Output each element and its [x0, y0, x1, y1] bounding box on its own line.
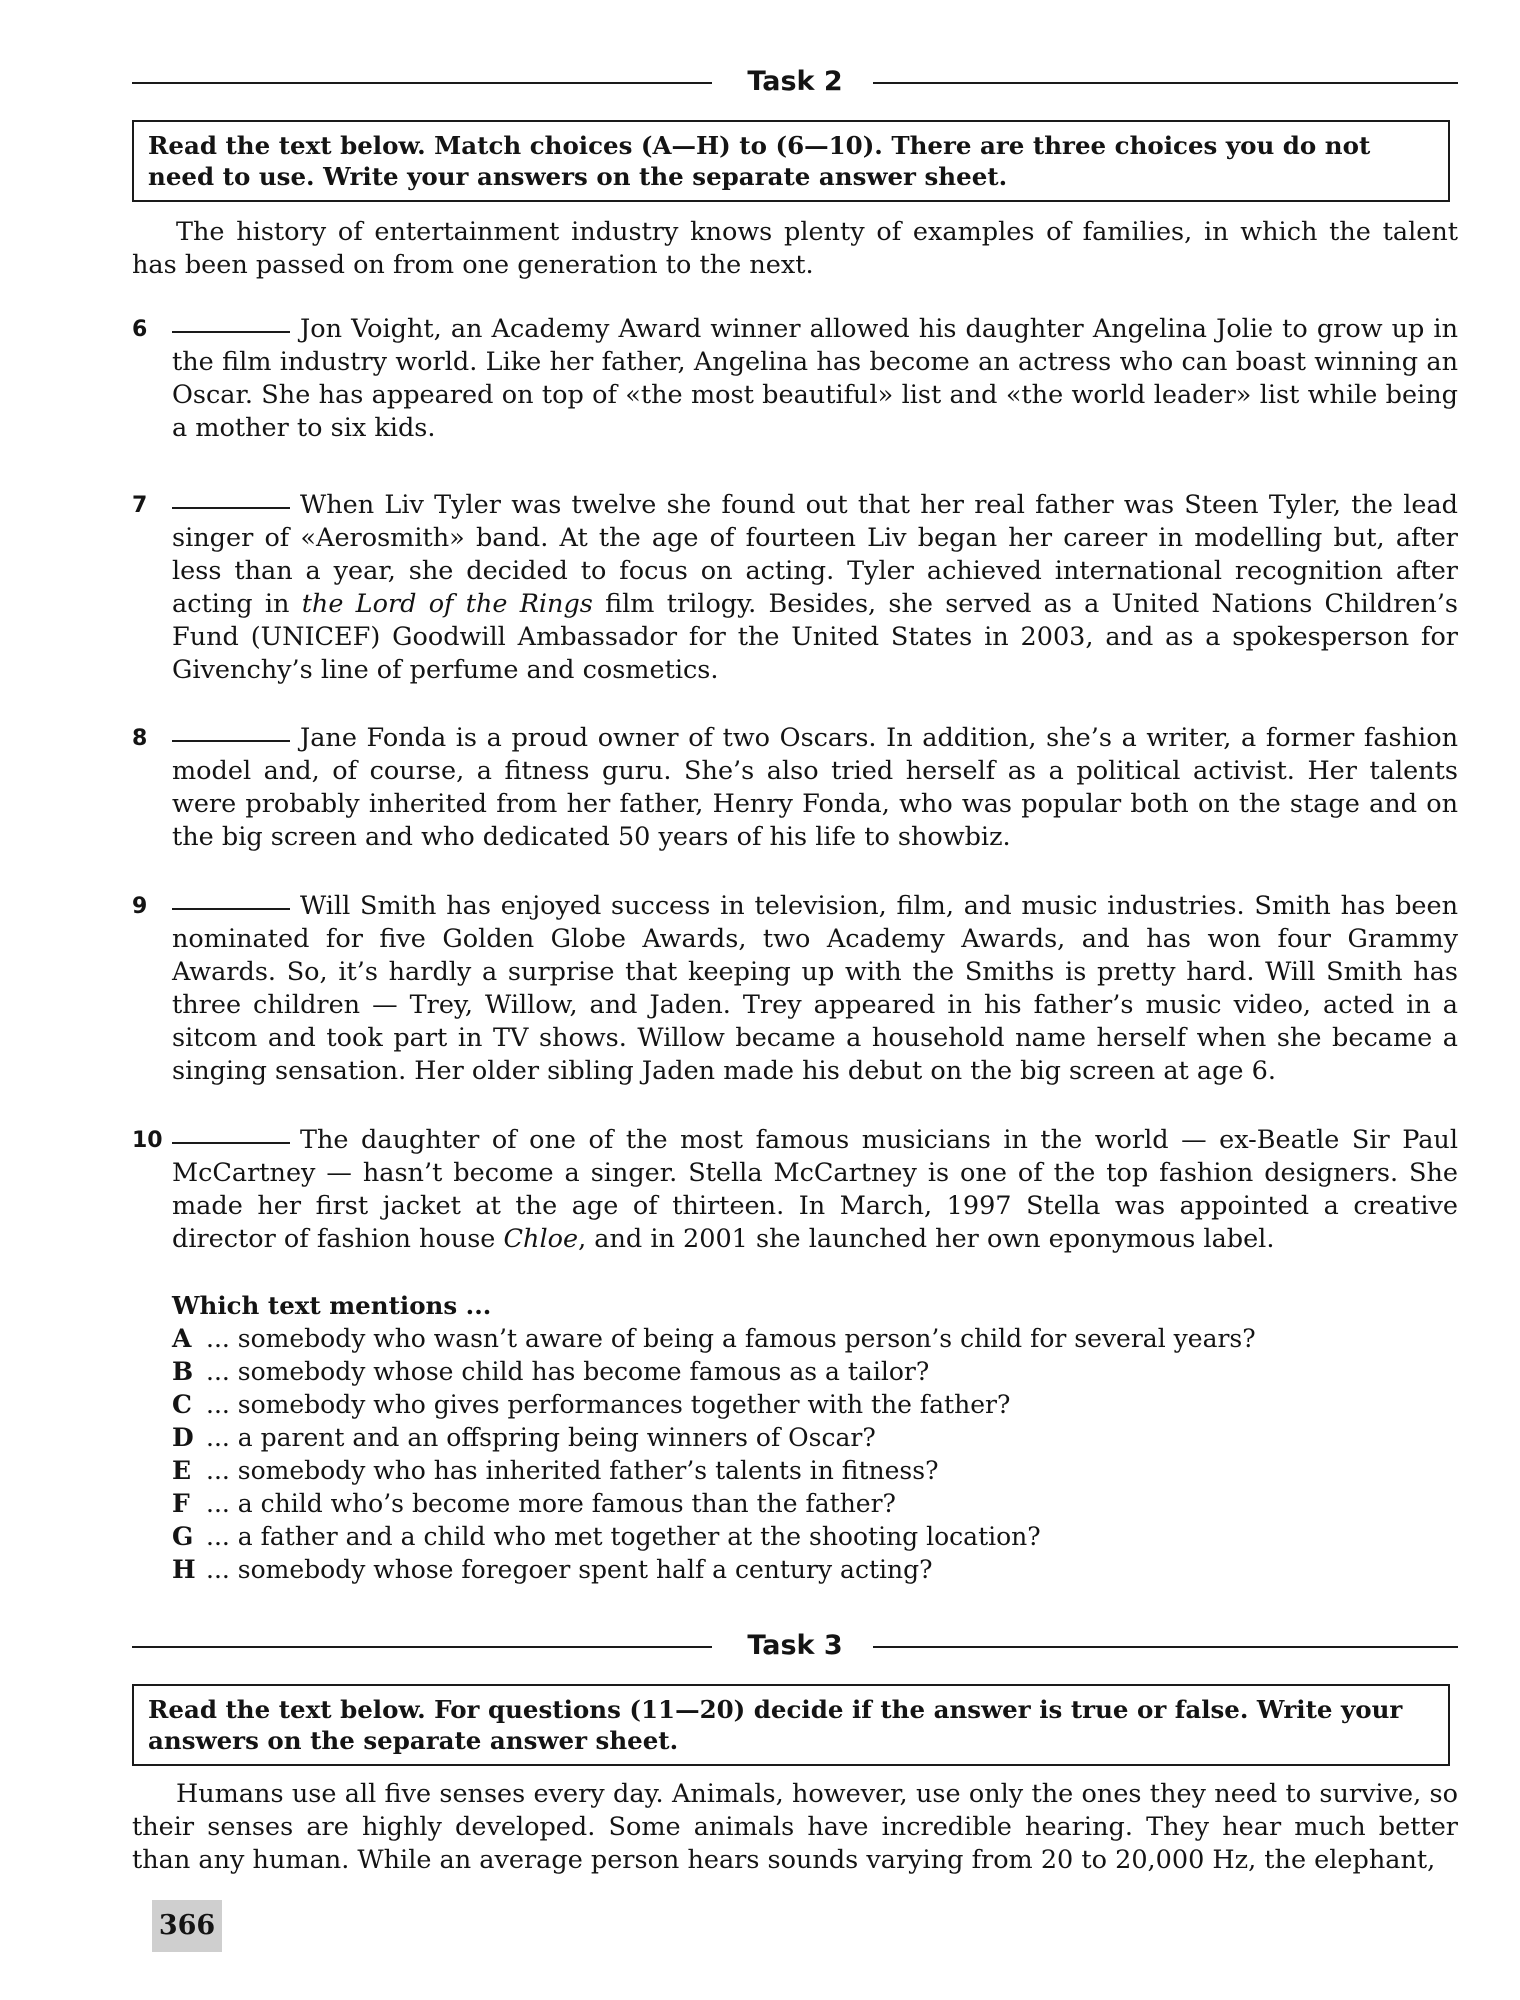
task2-instructions: Read the text below. Match choices (A—H) to (6—10). There are three choices you do not need to use. Write your answers on the separate answer sheet.: [132, 120, 1450, 202]
item-text-part-b: film trilogy. Besides, she served as a United Nations Children’s Fund (UNICEF) Goodwill Ambassador for the United States in 2003, and as a spokesperson for Givenchy’s line of perfume and cosmetics.: [172, 589, 1459, 685]
item-10: [132, 1124, 1458, 1256]
choice-f: F ... a child who’s become more famous than the father?: [172, 1489, 896, 1518]
header-rule-right: [873, 82, 1458, 84]
choice-d: D ... a parent and an offspring being winners of Oscar?: [172, 1423, 876, 1452]
task3-text: Humans use all five senses every day. Animals, however, use only the ones they need to survive, so their senses are highly developed. Some animals have incredible hearing. They hear much better than any human. While an average person hears sounds varying from 20 to 20,000 Hz, the elephant,: [132, 1779, 1458, 1875]
task2-intro: The history of entertainment industry knows plenty of examples of families, in which the talent has been passed on from one generation to the next.: [132, 217, 1458, 280]
choice-c: C ... somebody who gives performances together with the father?: [172, 1390, 1011, 1419]
item-7: [132, 489, 1458, 687]
task2-header: [132, 65, 1458, 99]
choice-b: B ... somebody whose child has become famous as a tailor?: [172, 1357, 930, 1386]
choice-e: E ... somebody who has inherited father’s talents in fitness?: [172, 1456, 939, 1485]
answer-blank: [172, 331, 290, 333]
task2-title: Task 2: [747, 66, 843, 97]
item-9: [132, 890, 1458, 1088]
item-number: 7: [132, 493, 148, 518]
item-number: 6: [132, 317, 148, 342]
page-number: 366: [152, 1900, 222, 1952]
item-8: [132, 722, 1458, 854]
item-text: Jane Fonda is a proud owner of two Oscars. In addition, she’s a writer, a former fashion model and, of course, a fitness guru. She’s also tried herself as a political activist. Her talents were probably inherited from her father, Henry Fonda, who was popular both on the stage and on the big screen and who dedicated 50 years of his life to showbiz.: [172, 723, 1458, 852]
item-number: 10: [132, 1128, 163, 1153]
task3-header: [132, 1629, 1458, 1663]
item-text: Jon Voight, an Academy Award winner allowed his daughter Angelina Jolie to grow up in the film industry world. Like her father, Angelina has become an actress who can boast winning an Oscar. She has appeared on top of «the most beautiful» list and «the world leader» list while being a mother to six kids.: [172, 314, 1458, 443]
item-text-italic: Chloe: [503, 1224, 579, 1254]
answer-blank: [172, 740, 290, 742]
item-text-part-b: , and in 2001 she launched her own eponymous label.: [578, 1224, 1275, 1254]
choice-a: A ... somebody who wasn’t aware of being a famous person’s child for several years?: [172, 1324, 1256, 1353]
item-text-part-a: When Liv Tyler was twelve she found out that her real father was Steen Tyler, the lead singer of «Aerosmith» band. At the age of fourteen Liv began her career in modelling but, after less than a year, she decided to focus on acting. Tyler achieved international recognition after acting in: [172, 490, 1458, 619]
task3-title: Task 3: [747, 1630, 843, 1661]
item-text-part-a: The daughter of one of the most famous musicians in the world — ex-Beatle Sir Paul McCartney — hasn’t become a singer. Stella McCartney is one of the top fashion designers. She made her first jacket at the age of thirteen. In March, 1997 Stella was appointed a creative director of fashion house: [172, 1125, 1458, 1254]
answer-blank: [172, 1142, 290, 1144]
item-6: [132, 313, 1458, 445]
answer-blank: [172, 507, 290, 509]
item-number: 9: [132, 894, 148, 919]
choices-list: [172, 1322, 1452, 1586]
choices-question: Which text mentions ...: [172, 1291, 492, 1320]
answer-blank: [172, 908, 290, 910]
choice-h: H ... somebody whose foregoer spent half a century acting?: [172, 1555, 933, 1584]
choice-g: G ... a father and a child who met together at the shooting location?: [172, 1522, 1041, 1551]
header-rule-right: [873, 1646, 1458, 1648]
task3-instructions: Read the text below. For questions (11—20) decide if the answer is true or false. Write your answers on the separate answer sheet.: [132, 1684, 1450, 1766]
item-text: Will Smith has enjoyed success in television, film, and music industries. Smith has been nominated for five Golden Globe Awards, two Academy Awards, and has won four Grammy Awards. So, it’s hardly a surprise that keeping up with the Smiths is pretty hard. Will Smith has three children — Trey, Willow, and Jaden. Trey appeared in his father’s music video, acted in a sitcom and took part in TV shows. Willow became a household name herself when she became a singing sensation. Her older sibling Jaden made his debut on the big screen at age 6.: [172, 891, 1458, 1086]
item-text-italic: the Lord of the Rings: [301, 589, 593, 619]
item-number: 8: [132, 726, 148, 751]
